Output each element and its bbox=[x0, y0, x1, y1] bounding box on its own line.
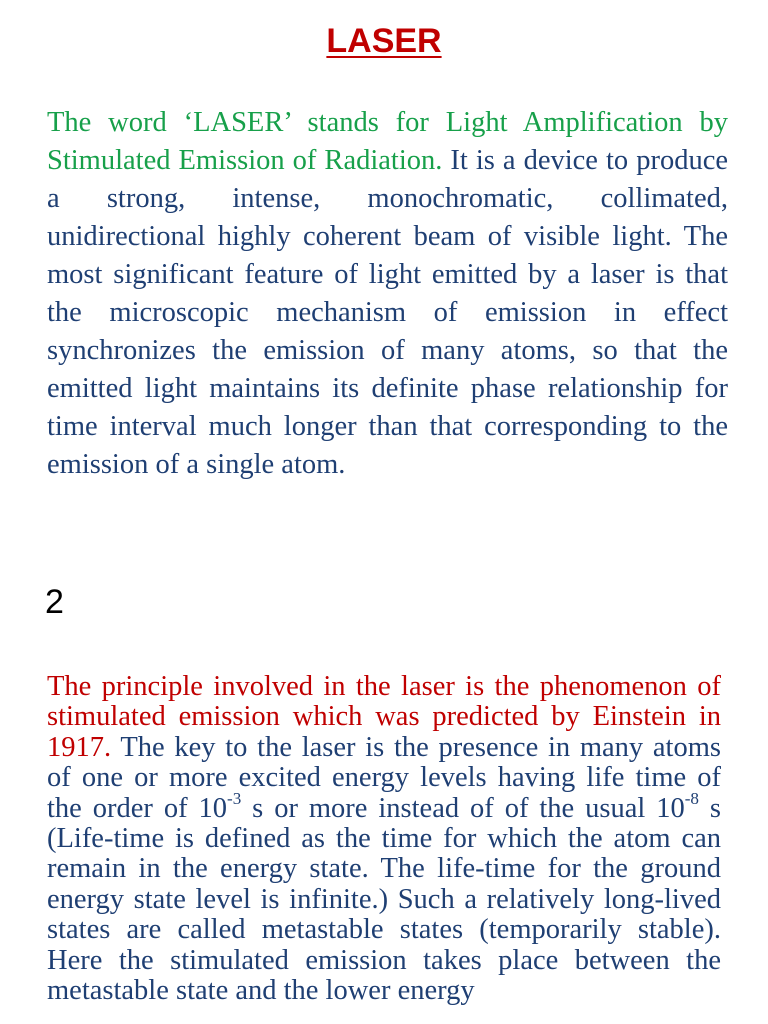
principle-text-b: s or more instead of of the usual 10 bbox=[241, 792, 685, 824]
principle-text-a: The key to the laser is the presence in many atoms of one or more excited energy levels having life time of the order of 10 bbox=[47, 731, 721, 824]
exponent-b: -8 bbox=[684, 788, 699, 808]
definition-body: It is a device to produce a strong, intense, monochromatic, collimated, unidirectional highly coherent beam of visible light. The most significant feature of light emitted by a laser is that the microscopic mechanism of emission in effect synchronizes the emission of many atoms, so that the emitted light maintains its definite phase relationship for time interval much longer than that corresponding to the emission of a single atom. bbox=[47, 145, 728, 480]
exponent-a: -3 bbox=[227, 788, 242, 808]
definition-highlight: The word ‘LASER’ stands for Light Amplification by Stimulated Emission of Radiation. bbox=[47, 107, 728, 176]
page-title: LASER bbox=[326, 22, 442, 60]
principle-text-c: s (Life-time is defined as the time for which the atom can remain in the energy state. The life-time for the ground energy state level is infinite.) Such a relatively long-lived states are called metastable states (temporarily stable). Here the stimulated emission takes place between the metastable state and the lower energy bbox=[47, 792, 722, 1007]
principle-highlight: The principle involved in the laser is the phenomenon of stimulated emission which was predicted by Einstein in 1917. bbox=[47, 671, 721, 763]
principle-paragraph bbox=[47, 672, 721, 1006]
definition-paragraph bbox=[47, 104, 728, 484]
section-number: 2 bbox=[45, 583, 64, 621]
